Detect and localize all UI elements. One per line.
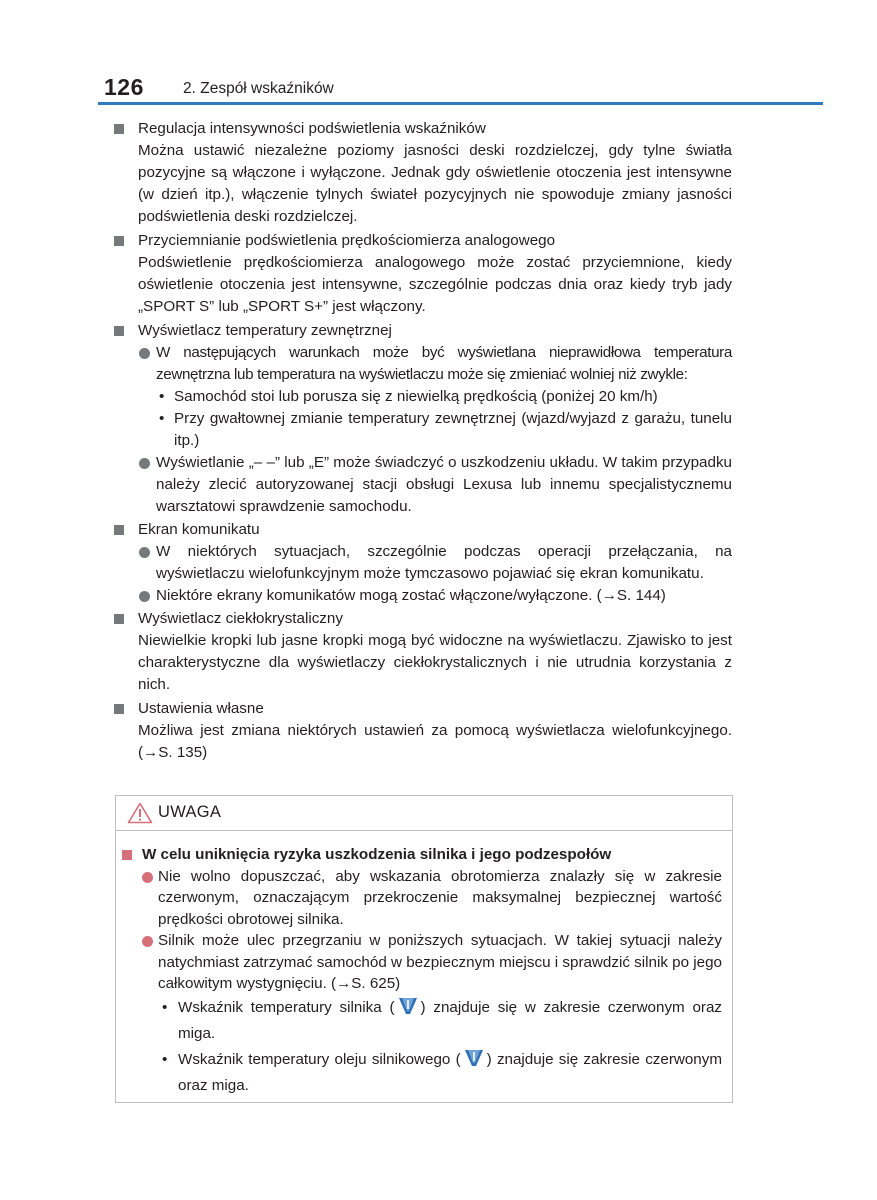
dot-bullet-icon: •: [162, 1050, 168, 1068]
section-body: Można ustawić niezależne poziomy jasności deski rozdzielczej, gdy tylne światła pozycyjne są włączone i wyłączone. Jednak gdy oświetlenie otoczenia jest intensywne (w dzień itp.), włączenie tylnych świateł pozycyjnych nie spowoduje zmiany jasności podświetlenia deski rozdzielczej.: [138, 142, 732, 225]
section-title: [112, 698, 732, 720]
engine-temperature-gauge-icon: [398, 997, 418, 1015]
square-bullet-icon: [114, 525, 124, 535]
dot-bullet-icon: •: [159, 410, 165, 427]
section-title-text: Przyciemnianie podświetlenia prędkościomierza analogowego: [138, 232, 556, 249]
warning-item-text: Silnik może ulec przegrzaniu w poniższych sytuacjach. W takiej sytuacji należy natychmiast zatrzymać samochód w bezpiecznym miejscu i sprawdzić silnik po jego całkowitym wystygnięciu. (→S. 625): [158, 932, 722, 992]
section-title: [112, 608, 732, 630]
warning-sub-item: [122, 995, 722, 1047]
circle-bullet-icon: [142, 936, 153, 947]
section-title-text: Wyświetlacz ciekłokrystaliczny: [138, 610, 343, 627]
section-title: [112, 519, 732, 541]
page-header: [98, 72, 823, 104]
circle-bullet-icon: [142, 872, 153, 883]
list-item-text: W następujących warunkach może być wyświetlana nieprawidłowa temperatura zewnętrzna lub temperatura na wyświetlaczu może się zmieniać wolniej niż zwykle:: [156, 344, 732, 383]
circle-bullet-icon: [139, 547, 150, 558]
warning-title: [122, 844, 722, 866]
circle-bullet-icon: [139, 591, 150, 602]
square-bullet-icon: [114, 704, 124, 714]
warning-label: UWAGA: [158, 803, 222, 821]
square-bullet-icon: [114, 124, 124, 134]
warning-sub-text-before: Wskaźnik temperatury silnika (: [178, 998, 395, 1016]
circle-bullet-icon: [139, 348, 150, 359]
section-title-text: Ustawienia własne: [138, 700, 264, 717]
warning-box: [115, 795, 733, 1103]
warning-body: [122, 843, 722, 1099]
dot-bullet-icon: •: [162, 998, 168, 1016]
warning-item-text: Nie wolno dopuszczać, aby wskazania obrotomierza znalazły się w zakresie czerwonym, oznaczającym przekroczenie maksymalnej bezpiecznej wartość prędkości obrotowej silnika.: [158, 867, 722, 928]
main-content: [112, 117, 732, 766]
warning-triangle-icon: [127, 802, 153, 824]
list-item: [112, 342, 732, 386]
warning-header: [116, 796, 732, 831]
square-bullet-icon: [122, 850, 132, 860]
list-item-text: Wyświetlanie „– –” lub „E” może świadczyć o uszkodzeniu układu. W takim przypadku należy zlecić autoryzowanej stacji obsługi Lexusa lub innemu specjalistycznemu warsztatowi sprawdzenie samochodu.: [156, 454, 732, 515]
square-bullet-icon: [114, 326, 124, 336]
sub-list-item-text: Przy gwałtownej zmianie temperatury zewnętrznej (wjazd/wyjazd z garażu, tunelu itp.): [174, 410, 732, 449]
oil-temperature-gauge-icon: [464, 1049, 484, 1067]
section-title-text: Wyświetlacz temperatury zewnętrznej: [138, 322, 392, 339]
list-item-text: W niektórych sytuacjach, szczególnie podczas operacji przełączania, na wyświetlaczu wielofunkcyjnym może tymczasowo pojawiać się ekran komunikatu.: [156, 543, 732, 582]
section-title: [112, 320, 732, 342]
list-item: [112, 541, 732, 585]
section-body: Niewielkie kropki lub jasne kropki mogą być widoczne na wyświetlaczu. Zjawisko to jest charakterystyczne dla wyświetlaczy ciekłokrystalicznych i nie utrudnia korzystania z nich.: [138, 632, 732, 693]
section-body: Możliwa jest zmiana niektórych ustawień za pomocą wyświetlacza wielofunkcyjnego. (→S. 135): [138, 722, 732, 761]
list-item-text: Niektóre ekrany komunikatów mogą zostać włączone/wyłączone. (→S. 144): [156, 587, 666, 604]
dot-bullet-icon: •: [159, 388, 165, 405]
circle-bullet-icon: [139, 458, 150, 469]
sub-list-item: [112, 386, 732, 408]
header-rule: [98, 102, 823, 105]
warning-sub-text-before: Wskaźnik temperatury oleju silnikowego (: [178, 1050, 461, 1068]
sub-list-item: [112, 408, 732, 452]
section-title: [112, 118, 732, 140]
warning-item: [122, 866, 722, 931]
square-bullet-icon: [114, 614, 124, 624]
section-title-text: Ekran komunikatu: [138, 521, 260, 538]
page-number: 126: [104, 74, 144, 100]
warning-sub-text-after: ) znajduje się w zakresie czerwonym oraz miga.: [178, 998, 722, 1042]
warning-title-text: W celu uniknięcia ryzyka uszkodzenia silnika i jego podzespołów: [142, 846, 612, 863]
sub-list-item-text: Samochód stoi lub porusza się z niewielką prędkością (poniżej 20 km/h): [174, 388, 658, 405]
warning-item: [122, 930, 722, 995]
warning-sub-text-after: ) znajduje się zakresie czerwonym oraz miga.: [178, 1050, 723, 1094]
square-bullet-icon: [114, 236, 124, 246]
list-item: [112, 585, 732, 607]
section-body: Podświetlenie prędkościomierza analogowego może zostać przyciemnione, kiedy oświetlenie otoczenia jest intensywne, szczególnie podczas dnia oraz kiedy tryb jady „SPORT S” lub „SPORT S+” jest włączony.: [138, 254, 732, 315]
chapter-title: 2. Zespół wskaźników: [183, 80, 334, 97]
list-item: [112, 452, 732, 518]
warning-sub-item: [122, 1047, 722, 1099]
section-title-text: Regulacja intensywności podświetlenia wskaźników: [138, 120, 486, 137]
section-title: [112, 230, 732, 252]
